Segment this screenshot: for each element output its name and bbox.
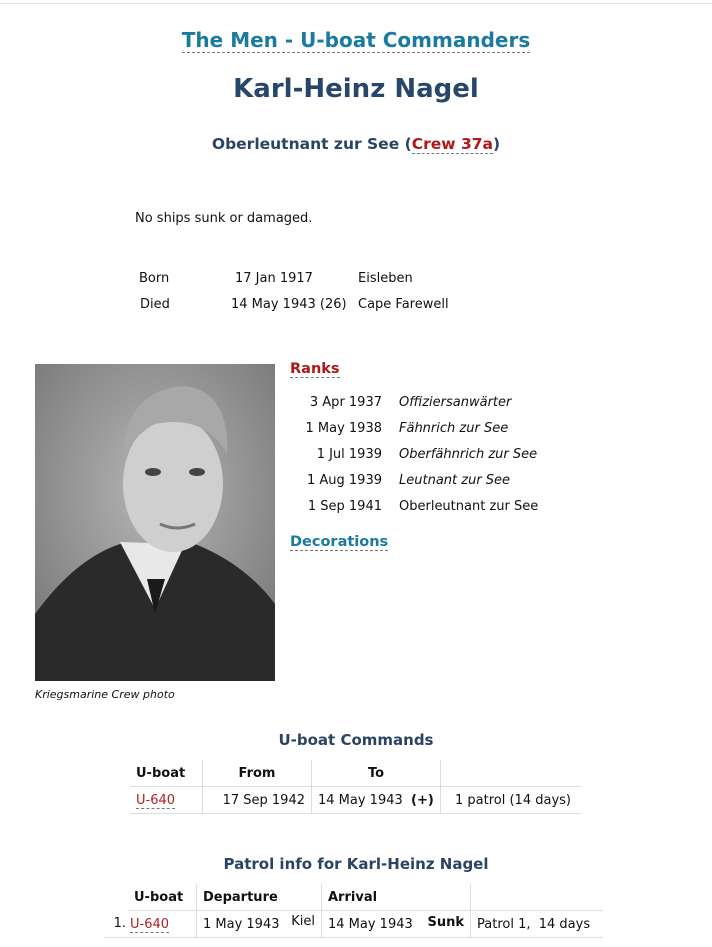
patrols-heading: Patrol info for Karl-Heinz Nagel (223, 855, 489, 873)
row-number: 1. (104, 911, 128, 938)
died-place: Cape Farewell (358, 297, 449, 312)
paren: ( (404, 135, 412, 153)
commands-table (130, 760, 581, 814)
col-uboat: U-boat (130, 760, 203, 787)
rank-date: 3 Apr 1937 (309, 395, 382, 410)
decorations-link[interactable]: Decorations (290, 534, 389, 550)
uboat-link[interactable]: U-640 (130, 916, 170, 932)
died-label: Died (140, 297, 170, 312)
col-from: From (203, 760, 312, 787)
fate-marker: (+) (411, 792, 434, 808)
rank-name: Leutnant zur See (399, 473, 511, 488)
summary-text: No ships sunk or damaged. (135, 211, 313, 226)
rank-name: Fähnrich zur See (399, 421, 509, 436)
table-row (104, 911, 603, 938)
page (0, 3, 712, 947)
decorations-heading (290, 534, 388, 550)
patrol-info: Patrol 1, 14 days (471, 911, 604, 938)
born-label: Born (139, 271, 170, 286)
table-header (130, 760, 581, 787)
born-place: Eisleben (358, 271, 413, 286)
rank-date: 1 Aug 1939 (306, 473, 382, 488)
site-title-link[interactable]: The Men - U-boat Commanders (181, 28, 531, 52)
departure-port: Kiel (291, 913, 315, 929)
commands-heading: U-boat Commands (278, 731, 434, 749)
commander-photo (35, 364, 275, 681)
arrival-date: 14 May 1943 (328, 916, 413, 932)
rank-date: 1 Sep 1941 (307, 499, 382, 514)
rank-name: Oberleutnant zur See (399, 499, 539, 514)
rank-date: 1 Jul 1939 (316, 447, 382, 462)
current-rank: Oberleutnant zur See (211, 135, 400, 153)
table-row (130, 787, 581, 814)
departure-date: 1 May 1943 (203, 916, 280, 932)
crew-link[interactable]: Crew 37a (411, 135, 493, 153)
born-date: 17 Jan 1917 (235, 271, 313, 286)
paren: ) (493, 135, 501, 153)
col-departure: Departure (197, 884, 322, 911)
site-title (0, 28, 712, 52)
from-date: 17 Sep 1942 (203, 787, 312, 814)
to-date: 14 May 1943 (318, 792, 403, 808)
rank-name: Offiziersanwärter (399, 395, 512, 410)
photo-caption: Kriegsmarine Crew photo (35, 688, 175, 701)
arrival-port: Sunk (427, 914, 464, 930)
ranks-link[interactable]: Ranks (290, 361, 340, 377)
table-header (104, 884, 603, 911)
col-notes (471, 884, 604, 911)
col-uboat: U-boat (128, 884, 197, 911)
patrols-table (104, 884, 603, 938)
col-arrival: Arrival (322, 884, 471, 911)
died-date: 14 May 1943 (26) (231, 297, 347, 312)
rank-date: 1 May 1938 (305, 421, 382, 436)
ranks-heading (290, 361, 340, 377)
uboat-link[interactable]: U-640 (136, 792, 176, 808)
col-to: To (312, 760, 441, 787)
patrol-count: 1 patrol (14 days) (441, 787, 582, 814)
rank-name: Oberfähnrich zur See (399, 447, 538, 462)
rank-subtitle (0, 135, 712, 153)
page-title: Karl-Heinz Nagel (233, 74, 479, 104)
col-notes (441, 760, 582, 787)
